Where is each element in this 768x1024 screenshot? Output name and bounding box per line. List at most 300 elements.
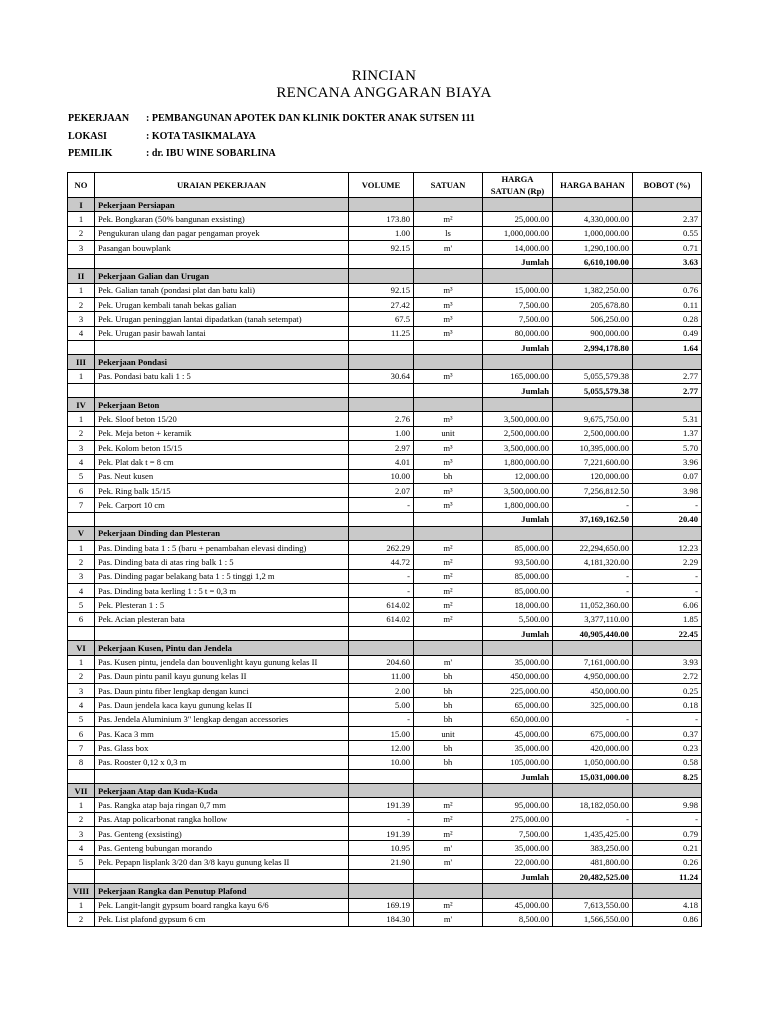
section-empty-cell: [553, 355, 633, 369]
item-unit: m²: [414, 898, 483, 912]
item-weight: 0.79: [633, 827, 702, 841]
item-number: 4: [68, 841, 95, 855]
item-material-cost: 9,675,750.00: [553, 412, 633, 426]
total-empty-cell: [95, 769, 349, 783]
item-unit-price: 85,000.00: [483, 541, 553, 555]
section-empty-cell: [553, 526, 633, 540]
info-label: PEKERJAAN: [68, 113, 130, 124]
item-material-cost: -: [553, 712, 633, 726]
table-row: [68, 841, 702, 855]
item-material-cost: 120,000.00: [553, 469, 633, 483]
total-empty-cell: [95, 512, 349, 526]
table-row: [68, 369, 702, 383]
item-volume: -: [349, 712, 414, 726]
total-empty-cell: [68, 383, 95, 397]
total-material-cost: 15,031,000.00: [553, 769, 633, 783]
item-weight: 0.11: [633, 298, 702, 312]
total-empty-cell: [414, 512, 483, 526]
item-unit: m': [414, 240, 483, 254]
item-number: 4: [68, 698, 95, 712]
item-unit: m²: [414, 584, 483, 598]
section-empty-cell: [349, 269, 414, 283]
item-weight: 2.72: [633, 669, 702, 683]
item-description: Pek. Carport 10 cm: [95, 498, 349, 512]
info-value: : dr. IBU WINE SOBARLINA: [146, 148, 276, 159]
item-unit: m²: [414, 798, 483, 812]
item-weight: 6.06: [633, 598, 702, 612]
item-unit-price: 450,000.00: [483, 669, 553, 683]
item-weight: 0.07: [633, 469, 702, 483]
item-material-cost: 2,500,000.00: [553, 426, 633, 440]
item-weight: 0.26: [633, 855, 702, 869]
item-unit: m': [414, 655, 483, 669]
item-unit: bh: [414, 469, 483, 483]
item-material-cost: 205,678.80: [553, 298, 633, 312]
item-unit: m²: [414, 612, 483, 626]
item-number: 7: [68, 741, 95, 755]
item-number: 2: [68, 812, 95, 826]
item-number: 2: [68, 555, 95, 569]
table-row: [68, 912, 702, 926]
total-empty-cell: [414, 255, 483, 269]
item-material-cost: 383,250.00: [553, 841, 633, 855]
total-label: Jumlah: [483, 512, 553, 526]
item-number: 5: [68, 855, 95, 869]
item-description: Pas. Atap policarbonat rangka hollow: [95, 812, 349, 826]
item-unit-price: 22,000.00: [483, 855, 553, 869]
item-weight: 0.23: [633, 741, 702, 755]
table-body: [68, 198, 702, 927]
item-material-cost: 1,382,250.00: [553, 283, 633, 297]
item-material-cost: 4,330,000.00: [553, 212, 633, 226]
item-unit: m': [414, 912, 483, 926]
item-unit: m': [414, 841, 483, 855]
table-row: [68, 598, 702, 612]
item-description: Pek. Meja beton + keramik: [95, 426, 349, 440]
item-description: Pek. Acian plesteran bata: [95, 612, 349, 626]
item-volume: 191.39: [349, 798, 414, 812]
total-weight: 20.40: [633, 512, 702, 526]
table-row: [68, 827, 702, 841]
section-number: II: [68, 269, 95, 283]
section-empty-cell: [633, 269, 702, 283]
total-empty-cell: [414, 626, 483, 640]
table-row: [68, 426, 702, 440]
item-description: Pas. Genteng bubungan morando: [95, 841, 349, 855]
item-number: 3: [68, 684, 95, 698]
item-material-cost: 3,377,110.00: [553, 612, 633, 626]
item-description: Pas. Pondasi batu kali 1 : 5: [95, 369, 349, 383]
item-number: 8: [68, 755, 95, 769]
header-harga-top: HARGA: [501, 174, 534, 184]
section-header-row: [68, 641, 702, 655]
item-description: Pas. Neut kusen: [95, 469, 349, 483]
item-number: 3: [68, 569, 95, 583]
item-description: Pek. Urugan peninggian lantai dipadatkan (tanah setempat): [95, 312, 349, 326]
item-weight: 3.98: [633, 483, 702, 497]
section-empty-cell: [483, 355, 553, 369]
section-title: Pekerjaan Beton: [95, 398, 349, 412]
item-unit-price: 105,000.00: [483, 755, 553, 769]
item-volume: 10.00: [349, 755, 414, 769]
item-unit: m³: [414, 326, 483, 340]
section-header-row: [68, 355, 702, 369]
section-number: III: [68, 355, 95, 369]
total-empty-cell: [95, 383, 349, 397]
item-number: 3: [68, 240, 95, 254]
item-material-cost: 5,055,579.38: [553, 369, 633, 383]
item-unit: m²: [414, 598, 483, 612]
item-volume: 191.39: [349, 827, 414, 841]
item-material-cost: 7,161,000.00: [553, 655, 633, 669]
item-unit: m²: [414, 555, 483, 569]
item-material-cost: 1,290,100.00: [553, 240, 633, 254]
item-volume: 10.95: [349, 841, 414, 855]
item-description: Pas. Dinding bata 1 : 5 (baru + penambahan elevasi dinding): [95, 541, 349, 555]
section-title: Pekerjaan Kusen, Pintu dan Jendela: [95, 641, 349, 655]
item-number: 1: [68, 541, 95, 555]
item-volume: 2.97: [349, 441, 414, 455]
item-number: 5: [68, 598, 95, 612]
section-empty-cell: [633, 784, 702, 798]
header-bobot: BOBOT (%): [633, 173, 702, 198]
item-description: Pek. Ring balk 15/15: [95, 483, 349, 497]
item-material-cost: 481,800.00: [553, 855, 633, 869]
item-volume: 1.00: [349, 226, 414, 240]
section-total-row: [68, 340, 702, 354]
item-weight: 0.86: [633, 912, 702, 926]
item-description: Pas. Dinding bata di atas ring balk 1 : 5: [95, 555, 349, 569]
item-unit: m³: [414, 498, 483, 512]
section-empty-cell: [414, 884, 483, 898]
item-weight: 2.77: [633, 369, 702, 383]
item-unit-price: 35,000.00: [483, 741, 553, 755]
section-empty-cell: [483, 884, 553, 898]
total-label: Jumlah: [483, 626, 553, 640]
item-weight: 0.49: [633, 326, 702, 340]
total-material-cost: 37,169,162.50: [553, 512, 633, 526]
item-weight: 0.25: [633, 684, 702, 698]
item-volume: 92.15: [349, 240, 414, 254]
section-empty-cell: [483, 269, 553, 283]
item-number: 1: [68, 655, 95, 669]
table-row: [68, 684, 702, 698]
section-empty-cell: [349, 198, 414, 212]
table-row: [68, 226, 702, 240]
item-weight: 0.21: [633, 841, 702, 855]
item-unit: m²: [414, 569, 483, 583]
table-row: [68, 584, 702, 598]
item-unit: m³: [414, 369, 483, 383]
total-weight: 2.77: [633, 383, 702, 397]
section-number: VIII: [68, 884, 95, 898]
item-weight: 0.58: [633, 755, 702, 769]
item-unit-price: 95,000.00: [483, 798, 553, 812]
table-row: [68, 555, 702, 569]
item-weight: -: [633, 498, 702, 512]
item-unit-price: 93,500.00: [483, 555, 553, 569]
item-volume: 30.64: [349, 369, 414, 383]
item-volume: 614.02: [349, 612, 414, 626]
table-row: [68, 726, 702, 740]
item-unit: m²: [414, 827, 483, 841]
total-empty-cell: [349, 769, 414, 783]
section-empty-cell: [553, 269, 633, 283]
table-row: [68, 755, 702, 769]
section-empty-cell: [483, 198, 553, 212]
section-title: Pekerjaan Pondasi: [95, 355, 349, 369]
item-number: 1: [68, 412, 95, 426]
item-number: 2: [68, 426, 95, 440]
table-row: [68, 412, 702, 426]
item-description: Pas. Genteng (exsisting): [95, 827, 349, 841]
item-unit: bh: [414, 698, 483, 712]
item-unit-price: 35,000.00: [483, 841, 553, 855]
table-row: [68, 855, 702, 869]
item-material-cost: -: [553, 569, 633, 583]
total-label: Jumlah: [483, 769, 553, 783]
item-unit-price: 8,500.00: [483, 912, 553, 926]
item-material-cost: 18,182,050.00: [553, 798, 633, 812]
item-weight: 0.18: [633, 698, 702, 712]
item-volume: 2.76: [349, 412, 414, 426]
item-volume: -: [349, 584, 414, 598]
item-material-cost: 10,395,000.00: [553, 441, 633, 455]
item-number: 4: [68, 455, 95, 469]
item-unit: m³: [414, 283, 483, 297]
item-number: 1: [68, 898, 95, 912]
item-number: 1: [68, 369, 95, 383]
item-description: Pek. Urugan pasir bawah lantai: [95, 326, 349, 340]
item-volume: 169.19: [349, 898, 414, 912]
item-unit: bh: [414, 712, 483, 726]
item-volume: 262.29: [349, 541, 414, 555]
section-empty-cell: [414, 398, 483, 412]
item-volume: -: [349, 498, 414, 512]
item-weight: 1.37: [633, 426, 702, 440]
item-material-cost: 1,435,425.00: [553, 827, 633, 841]
section-header-row: [68, 398, 702, 412]
total-empty-cell: [349, 255, 414, 269]
header-no: NO: [68, 173, 95, 198]
table-row: [68, 741, 702, 755]
item-weight: 0.71: [633, 240, 702, 254]
rab-table: [67, 172, 702, 927]
item-material-cost: -: [553, 498, 633, 512]
item-weight: -: [633, 712, 702, 726]
item-volume: 184.30: [349, 912, 414, 926]
section-header-row: [68, 269, 702, 283]
item-volume: 92.15: [349, 283, 414, 297]
item-description: Pas. Jendela Aluminium 3" lengkap dengan accessories: [95, 712, 349, 726]
item-description: Pas. Rangka atap baja ringan 0,7 mm: [95, 798, 349, 812]
table-row: [68, 483, 702, 497]
item-unit-price: 35,000.00: [483, 655, 553, 669]
section-empty-cell: [553, 398, 633, 412]
item-description: Pek. Pepapn lisplank 3/20 dan 3/8 kayu gunung kelas II: [95, 855, 349, 869]
section-empty-cell: [633, 398, 702, 412]
item-description: Pek. Bongkaran (50% bangunan exsisting): [95, 212, 349, 226]
header-harga-satuan: [483, 173, 553, 198]
item-unit: bh: [414, 741, 483, 755]
section-number: VII: [68, 784, 95, 798]
total-empty-cell: [414, 869, 483, 883]
item-unit-price: 25,000.00: [483, 212, 553, 226]
section-empty-cell: [553, 884, 633, 898]
header-uraian: URAIAN PEKERJAAN: [95, 173, 349, 198]
table-row: [68, 469, 702, 483]
table-row: [68, 326, 702, 340]
info-value: : PEMBANGUNAN APOTEK DAN KLINIK DOKTER ANAK SUTSEN 111: [146, 113, 475, 124]
item-volume: 11.25: [349, 326, 414, 340]
item-description: Pas. Daun jendela kaca kayu gunung kelas II: [95, 698, 349, 712]
item-number: 6: [68, 483, 95, 497]
section-total-row: [68, 512, 702, 526]
total-empty-cell: [349, 869, 414, 883]
item-volume: 21.90: [349, 855, 414, 869]
item-unit-price: 3,500,000.00: [483, 483, 553, 497]
item-weight: 4.18: [633, 898, 702, 912]
item-material-cost: 1,566,550.00: [553, 912, 633, 926]
item-unit: m': [414, 855, 483, 869]
item-unit-price: 225,000.00: [483, 684, 553, 698]
section-empty-cell: [483, 398, 553, 412]
item-unit-price: 1,000,000.00: [483, 226, 553, 240]
item-material-cost: 4,950,000.00: [553, 669, 633, 683]
total-weight: 22.45: [633, 626, 702, 640]
item-material-cost: 22,294,650.00: [553, 541, 633, 555]
table-row: [68, 898, 702, 912]
doc-title-line2: RENCANA ANGGARAN BIAYA: [276, 85, 492, 101]
total-empty-cell: [349, 383, 414, 397]
item-number: 1: [68, 212, 95, 226]
item-number: 3: [68, 827, 95, 841]
item-unit-price: 7,500.00: [483, 298, 553, 312]
item-number: 1: [68, 798, 95, 812]
item-number: 1: [68, 283, 95, 297]
item-unit-price: 650,000.00: [483, 712, 553, 726]
item-material-cost: 11,052,360.00: [553, 598, 633, 612]
item-description: Pek. Sloof beton 15/20: [95, 412, 349, 426]
total-weight: 3.63: [633, 255, 702, 269]
item-weight: 0.76: [633, 283, 702, 297]
item-volume: 27.42: [349, 298, 414, 312]
item-volume: 10.00: [349, 469, 414, 483]
item-unit: m²: [414, 212, 483, 226]
item-material-cost: -: [553, 812, 633, 826]
total-empty-cell: [95, 626, 349, 640]
item-unit-price: 85,000.00: [483, 584, 553, 598]
section-title: Pekerjaan Atap dan Kuda-Kuda: [95, 784, 349, 798]
total-label: Jumlah: [483, 340, 553, 354]
total-empty-cell: [68, 512, 95, 526]
header-volume: VOLUME: [349, 173, 414, 198]
table-row: [68, 298, 702, 312]
item-unit-price: 275,000.00: [483, 812, 553, 826]
item-weight: -: [633, 569, 702, 583]
section-total-row: [68, 869, 702, 883]
total-material-cost: 20,482,525.00: [553, 869, 633, 883]
total-empty-cell: [414, 769, 483, 783]
total-empty-cell: [68, 869, 95, 883]
section-title: Pekerjaan Dinding dan Plesteran: [95, 526, 349, 540]
section-empty-cell: [483, 784, 553, 798]
total-empty-cell: [68, 626, 95, 640]
total-empty-cell: [349, 512, 414, 526]
section-title: Pekerjaan Rangka dan Penutup Plafond: [95, 884, 349, 898]
table-row: [68, 698, 702, 712]
item-description: Pek. List plafond gypsum 6 cm: [95, 912, 349, 926]
section-empty-cell: [633, 198, 702, 212]
item-description: Pas. Kusen pintu, jendela dan bouvenlight kayu gunung kelas II: [95, 655, 349, 669]
item-weight: 0.28: [633, 312, 702, 326]
section-header-row: [68, 884, 702, 898]
section-number: IV: [68, 398, 95, 412]
item-unit-price: 3,500,000.00: [483, 412, 553, 426]
item-volume: 1.00: [349, 426, 414, 440]
item-material-cost: 1,000,000.00: [553, 226, 633, 240]
item-unit: unit: [414, 426, 483, 440]
item-material-cost: 450,000.00: [553, 684, 633, 698]
section-empty-cell: [414, 784, 483, 798]
item-volume: 2.00: [349, 684, 414, 698]
total-material-cost: 2,994,178.80: [553, 340, 633, 354]
item-material-cost: 7,613,550.00: [553, 898, 633, 912]
item-material-cost: 420,000.00: [553, 741, 633, 755]
total-material-cost: 40,905,440.00: [553, 626, 633, 640]
item-unit: bh: [414, 755, 483, 769]
info-value: : KOTA TASIKMALAYA: [146, 130, 256, 142]
item-material-cost: 7,221,600.00: [553, 455, 633, 469]
table-row: [68, 712, 702, 726]
item-number: 2: [68, 226, 95, 240]
item-weight: -: [633, 812, 702, 826]
item-weight: 2.29: [633, 555, 702, 569]
section-number: I: [68, 198, 95, 212]
table-header-row: [68, 173, 702, 198]
section-header-row: [68, 526, 702, 540]
section-empty-cell: [414, 641, 483, 655]
item-unit-price: 45,000.00: [483, 726, 553, 740]
section-empty-cell: [349, 355, 414, 369]
item-weight: 5.70: [633, 441, 702, 455]
item-volume: 4.01: [349, 455, 414, 469]
item-description: Pas. Dinding bata kerling 1 : 5 t = 0,3 m: [95, 584, 349, 598]
item-description: Pek. Plesteran 1 : 5: [95, 598, 349, 612]
item-number: 2: [68, 669, 95, 683]
table-row: [68, 812, 702, 826]
item-unit: unit: [414, 726, 483, 740]
table-row: [68, 655, 702, 669]
section-empty-cell: [553, 784, 633, 798]
table-row: [68, 441, 702, 455]
doc-title-line1: RINCIAN: [351, 68, 417, 84]
header-satuan: SATUAN: [414, 173, 483, 198]
section-empty-cell: [414, 198, 483, 212]
item-number: 5: [68, 469, 95, 483]
total-empty-cell: [95, 255, 349, 269]
item-description: Pek. Langit-langit gypsum board rangka kayu 6/6: [95, 898, 349, 912]
section-empty-cell: [349, 784, 414, 798]
table-row: [68, 455, 702, 469]
item-description: Pengukuran ulang dan pagar pengaman proyek: [95, 226, 349, 240]
item-description: Pasangan bouwplank: [95, 240, 349, 254]
section-empty-cell: [633, 526, 702, 540]
total-empty-cell: [349, 626, 414, 640]
item-weight: 9.98: [633, 798, 702, 812]
item-volume: 2.07: [349, 483, 414, 497]
item-description: Pas. Rooster 0,12 x 0,3 m: [95, 755, 349, 769]
